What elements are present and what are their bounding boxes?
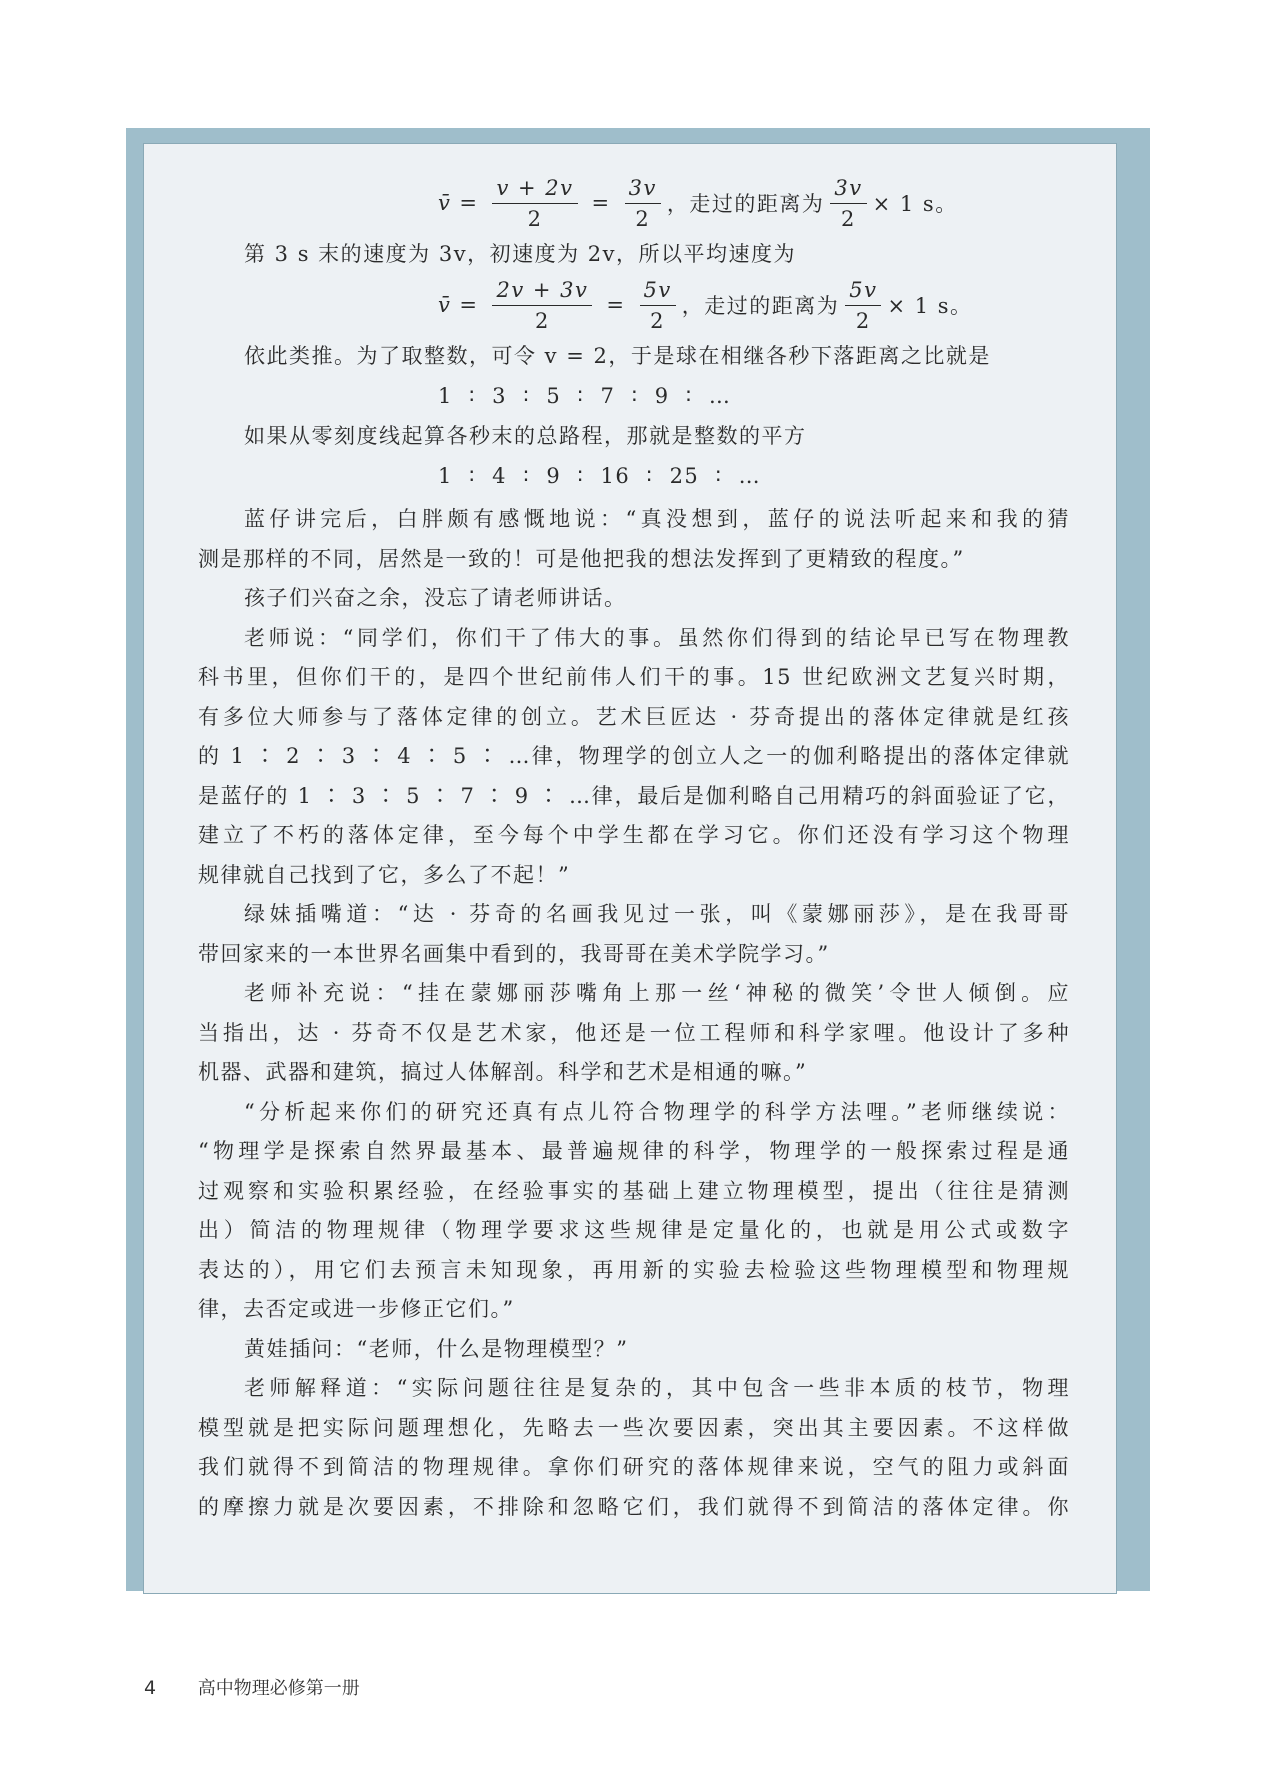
paragraph-line: 测是那样的不同，居然是一致的！可是他把我的想法发挥到了更精致的程度。” bbox=[198, 546, 965, 571]
paragraph-line: “分析起来你们的研究还真有点儿符合物理学的科学方法哩。”老师继续说： bbox=[244, 1099, 1070, 1124]
paragraph-line: 蓝仔讲完后，白胖颇有感慨地说：“真没想到，蓝仔的说法听起来和我的猜 bbox=[244, 507, 1070, 531]
paragraph-line: 出）简洁的物理规律（物理学要求这些规律是定量化的，也就是用公式或数字 bbox=[198, 1218, 1070, 1242]
ratio-sequence: 1 ∶ 4 ∶ 9 ∶ 16 ∶ 25 ∶ … bbox=[438, 464, 762, 488]
paragraph-line: 老师解释道：“实际问题往往是复杂的，其中包含一些非本质的枝节，物理 bbox=[244, 1376, 1070, 1400]
page-number: 4 bbox=[144, 1677, 157, 1699]
formula-2: v̄ = $\frac{2v + 3v}{2}$ = $\frac{5v}{2}$ ，走过的距离为 $\frac{5v}{2}$ × 1 s。 bbox=[438, 277, 973, 333]
paragraph-line: 规律就自己找到了它，多么了不起！” bbox=[198, 862, 571, 887]
paragraph bbox=[198, 895, 1070, 974]
formula-1: v̄ = $\frac{v + 2v}{2}$ = $\frac{3v}{2}$ ，走过的距离为 $\frac{3v}{2}$ × 1 s。 bbox=[438, 175, 958, 231]
paragraph-line: 律，去否定或进一步修正它们。” bbox=[198, 1297, 515, 1321]
mean-velocity-symbol: v̄ bbox=[438, 191, 452, 215]
page-footer bbox=[144, 1674, 360, 1700]
paragraph bbox=[198, 579, 1070, 619]
paragraph-line: 过观察和实验积累经验，在经验事实的基础上建立物理模型，提出（往往是猜测 bbox=[198, 1178, 1070, 1203]
paragraph-line: 带回家来的一本世界名画集中看到的，我哥哥在美术学院学习。” bbox=[198, 941, 830, 966]
fraction: $\frac{3v}{2}$ bbox=[830, 175, 866, 232]
reading-box bbox=[143, 143, 1117, 1594]
paragraph bbox=[198, 974, 1070, 1093]
text-line: 依此类推。为了取整数，可令 v = 2，于是球在相继各秒下落距离之比就是 bbox=[244, 344, 991, 368]
fraction: $\frac{5v}{2}$ bbox=[640, 277, 676, 334]
paragraph-line: 科书里，但你们干的，是四个世纪前伟人们干的事。15 世纪欧洲文艺复兴时期， bbox=[198, 665, 1070, 689]
fraction: $\frac{3v}{2}$ bbox=[625, 175, 661, 232]
reading-content bbox=[198, 172, 1070, 1527]
text-line: 如果从零刻度线起算各秒末的总路程，那就是整数的平方 bbox=[244, 424, 807, 448]
paragraph-line: 绿妹插嘴道：“达 · 芬奇的名画我见过一张，叫《蒙娜丽莎》，是在我哥哥 bbox=[244, 902, 1070, 926]
paragraph bbox=[198, 1369, 1070, 1527]
paragraph-line: 表达的），用它们去预言未知现象，再用新的实验去检验这些物理模型和物理规 bbox=[198, 1257, 1070, 1282]
fraction: $\frac{5v}{2}$ bbox=[845, 277, 881, 334]
paragraph-line: 黄娃插问：“老师，什么是物理模型？” bbox=[244, 1336, 629, 1361]
paragraph-line: 老师补充说：“挂在蒙娜丽莎嘴角上那一丝‘神秘的微笑’令世人倾倒。应 bbox=[244, 981, 1070, 1005]
fraction: $\frac{2v + 3v}{2}$ bbox=[492, 277, 592, 334]
book-title: 高中物理必修第一册 bbox=[197, 1678, 360, 1699]
paragraph-line: “物理学是探索自然界最基本、最普遍规律的科学，物理学的一般探索过程是通 bbox=[198, 1139, 1070, 1163]
paragraph-line: 建立了不朽的落体定律，至今每个中学生都在学习它。你们还没有学习这个物理 bbox=[198, 823, 1070, 847]
text-line: 第 3 s 末的速度为 3v，初速度为 2v，所以平均速度为 bbox=[244, 242, 796, 266]
paragraph bbox=[198, 1330, 1070, 1370]
paragraph-line: 我们就得不到简洁的物理规律。拿你们研究的落体规律来说，空气的阻力或斜面 bbox=[198, 1455, 1070, 1479]
paragraph-line: 孩子们兴奋之余，没忘了请老师讲话。 bbox=[244, 586, 627, 610]
fraction: $\frac{v + 2v}{2}$ bbox=[492, 175, 577, 232]
paragraph bbox=[198, 1093, 1070, 1330]
ratio-sequence: 1 ∶ 3 ∶ 5 ∶ 7 ∶ 9 ∶ … bbox=[438, 384, 732, 408]
paragraph bbox=[198, 500, 1070, 579]
paragraph bbox=[198, 619, 1070, 896]
paragraph-line: 是蓝仔的 1 ∶ 3 ∶ 5 ∶ 7 ∶ 9 ∶ …律，最后是伽利略自己用精巧的斜面验证了它， bbox=[198, 783, 1070, 808]
paragraph-line: 的摩擦力就是次要因素，不排除和忽略它们，我们就得不到简洁的落体定律。你 bbox=[198, 1494, 1070, 1519]
paragraph-line: 模型就是把实际问题理想化，先略去一些次要因素，突出其主要因素。不这样做 bbox=[198, 1415, 1070, 1440]
paragraph-line: 有多位大师参与了落体定律的创立。艺术巨匠达 · 芬奇提出的落体定律就是红孩 bbox=[198, 704, 1070, 729]
paragraphs bbox=[198, 500, 1070, 1527]
paragraph-line: 机器、武器和建筑，搞过人体解剖。科学和艺术是相通的嘛。” bbox=[198, 1060, 808, 1084]
mean-velocity-symbol: v̄ bbox=[438, 293, 452, 317]
paragraph-line: 老师说：“同学们，你们干了伟大的事。虽然你们得到的结论早已写在物理教 bbox=[244, 625, 1070, 650]
paragraph-line: 的 1 ∶ 2 ∶ 3 ∶ 4 ∶ 5 ∶ …律，物理学的创立人之一的伽利略提出的落体定律就 bbox=[198, 744, 1070, 768]
paragraph-line: 当指出，达 · 芬奇不仅是艺术家，他还是一位工程师和科学家哩。他设计了多种 bbox=[198, 1020, 1070, 1045]
